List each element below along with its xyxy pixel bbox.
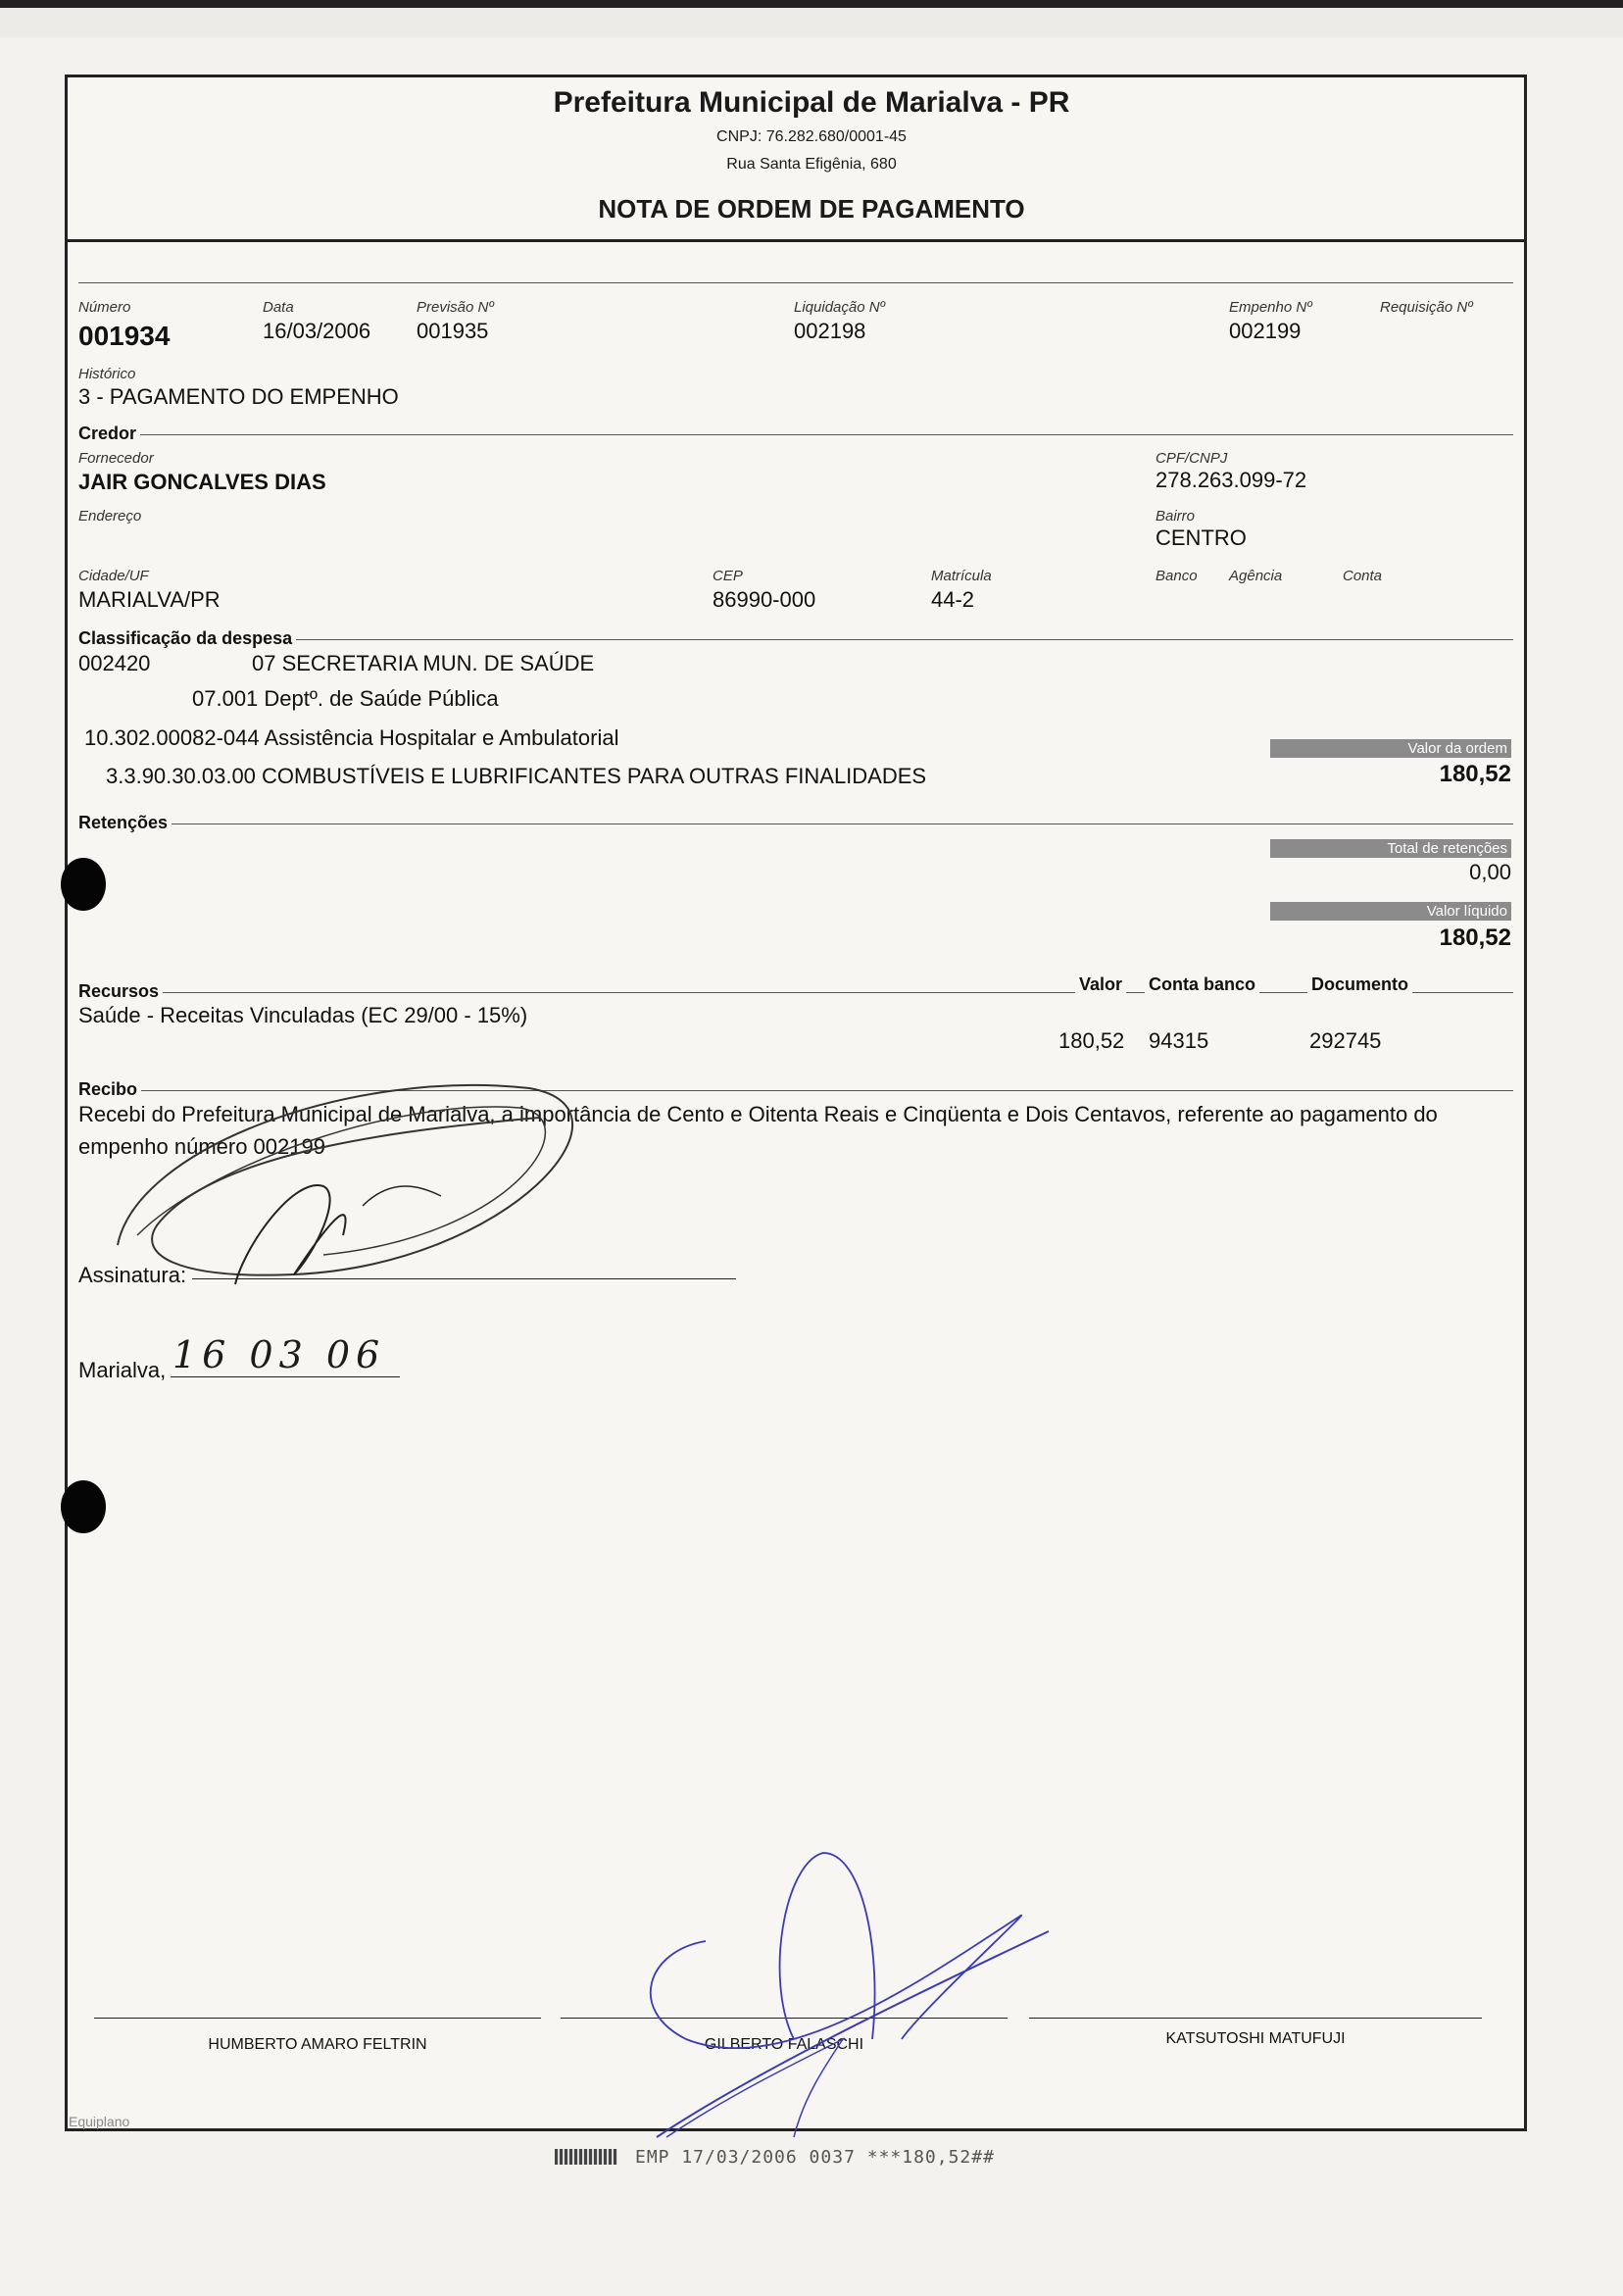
valor-ordem-value: 180,52 — [1439, 761, 1511, 787]
payment-stamp: EMP 17/03/2006 0037 ***180,52## — [635, 2147, 995, 2168]
cidade-value: MARIALVA/PR — [78, 587, 221, 612]
recursos-conta-banco-header: Conta banco — [1145, 974, 1259, 995]
signature-line-3 — [1029, 2018, 1482, 2019]
cpf-label: CPF/CNPJ — [1156, 450, 1228, 467]
blue-pen-signature — [627, 1843, 1078, 2157]
agencia-label: Agência — [1229, 568, 1283, 584]
classificacao-line2: 07.001 Deptº. de Saúde Pública — [192, 686, 499, 711]
scan-edge — [0, 0, 1623, 8]
historico-value: 3 - PAGAMENTO DO EMPENHO — [78, 384, 399, 409]
empenho-label: Empenho Nº — [1229, 299, 1312, 316]
endereco-label: Endereço — [78, 508, 142, 524]
previsao-value: 001935 — [417, 319, 489, 343]
punch-hole-marker — [61, 858, 106, 911]
recursos-valor-header: Valor — [1075, 974, 1126, 995]
classificacao-line4: 3.3.90.30.03.00 COMBUSTÍVEIS E LUBRIFICANTES PARA OUTRAS FINALIDADES — [106, 764, 927, 788]
assinatura-label: Assinatura: — [78, 1263, 187, 1287]
total-retencoes-label: Total de retenções — [1270, 839, 1511, 858]
requisicao-label: Requisição Nº — [1380, 299, 1473, 316]
recibo-section: Recibo — [78, 1079, 141, 1100]
recibo-text-line2: empenho número 002199 — [78, 1134, 325, 1159]
stamp-marks — [555, 2149, 617, 2165]
cpf-value: 278.263.099-72 — [1156, 468, 1307, 492]
conta-label: Conta — [1343, 568, 1383, 584]
matricula-value: 44-2 — [931, 587, 975, 612]
classificacao-code: 002420 — [78, 651, 151, 675]
retencoes-section: Retenções — [78, 813, 172, 833]
recursos-documento-header: Documento — [1307, 974, 1412, 995]
signature-line-1 — [94, 2018, 541, 2019]
total-retencoes-value: 0,00 — [1469, 860, 1511, 884]
historico-label: Histórico — [78, 366, 136, 382]
fields-top-rule — [78, 282, 1513, 283]
recursos-conta-banco: 94315 — [1149, 1028, 1209, 1053]
local-label: Marialva, — [78, 1358, 167, 1382]
header-divider — [65, 239, 1527, 242]
previsao-label: Previsão Nº — [417, 299, 494, 316]
recursos-section: Recursos — [78, 981, 163, 1002]
fornecedor-value: JAIR GONCALVES DIAS — [78, 470, 326, 494]
signatory-3: KATSUTOSHI MATUFUJI — [1165, 2030, 1346, 2047]
credor-section: Credor — [78, 424, 140, 444]
cep-value: 86990-000 — [713, 587, 816, 612]
classificacao-section: Classificação da despesa — [78, 628, 296, 649]
municipality-title: Prefeitura Municipal de Marialva - PR — [553, 86, 1070, 119]
software-footer: Equiplano — [69, 2114, 130, 2129]
numero-label: Número — [78, 299, 131, 316]
recursos-descricao: Saúde - Receitas Vinculadas (EC 29/00 - 15%) — [78, 1003, 528, 1027]
cep-label: CEP — [713, 568, 743, 584]
date-line — [171, 1376, 400, 1377]
liquidacao-value: 002198 — [794, 319, 866, 343]
classificacao-line1: 07 SECRETARIA MUN. DE SAÚDE — [252, 651, 595, 675]
numero-value: 001934 — [78, 321, 171, 351]
address-text: Rua Santa Efigênia, 680 — [726, 156, 897, 173]
receiver-signature — [98, 1029, 647, 1323]
matricula-label: Matrícula — [931, 568, 992, 584]
recibo-text-line1: Recebi do Prefeitura Municipal de Marialva, a importância de Cento e Oitenta Reais e Cinqüenta e Dois Centavos, referente ao pagamento do — [78, 1102, 1438, 1126]
signatory-1: HUMBERTO AMARO FELTRIN — [208, 2036, 427, 2053]
signatory-2: GILBERTO FALASCHI — [704, 2036, 864, 2053]
data-value: 16/03/2006 — [263, 319, 371, 343]
valor-liquido-label: Valor líquido — [1270, 902, 1511, 921]
valor-ordem-label: Valor da ordem — [1270, 739, 1511, 758]
classificacao-line3: 10.302.00082-044 Assistência Hospitalar e Ambulatorial — [84, 725, 619, 750]
handwritten-date: 16 03 06 — [172, 1333, 386, 1376]
fornecedor-label: Fornecedor — [78, 450, 154, 467]
bairro-label: Bairro — [1156, 508, 1196, 524]
bairro-value: CENTRO — [1156, 525, 1247, 550]
empenho-value: 002199 — [1229, 319, 1302, 343]
banco-label: Banco — [1156, 568, 1198, 584]
document-title: NOTA DE ORDEM DE PAGAMENTO — [598, 194, 1025, 224]
recursos-rule — [78, 992, 1513, 993]
liquidacao-label: Liquidação Nº — [794, 299, 886, 316]
scan-margin — [0, 8, 1623, 37]
data-label: Data — [263, 299, 294, 316]
cnpj-text: CNPJ: 76.282.680/0001-45 — [716, 128, 907, 145]
credor-rule — [78, 434, 1513, 435]
recursos-valor: 180,52 — [1058, 1028, 1125, 1053]
cidade-label: Cidade/UF — [78, 568, 149, 584]
recursos-documento: 292745 — [1309, 1028, 1382, 1053]
punch-hole-marker-lower — [61, 1480, 106, 1533]
valor-liquido-value: 180,52 — [1439, 924, 1511, 951]
